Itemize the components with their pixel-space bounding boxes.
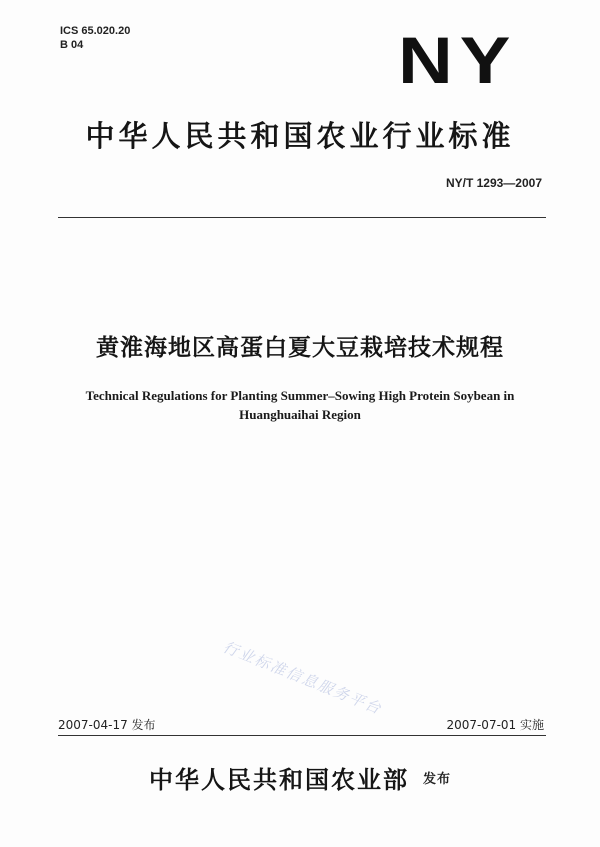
footer-divider: [58, 735, 546, 736]
issuer-name: 中华人民共和国农业部: [148, 766, 409, 794]
header-divider: [58, 217, 546, 218]
english-title-line-2: Huanghuaihai Region: [239, 407, 361, 422]
document-title-english: [40, 386, 560, 424]
issuer-action: 发布: [422, 772, 451, 787]
standard-category-title: 中华人民共和国农业行业标准: [85, 119, 515, 153]
ny-logo: NY: [398, 23, 518, 97]
english-title-line-1: Technical Regulations for Planting Summer–Sowing High Protein Soybean in: [85, 388, 515, 403]
watermark: 行业标准信息服务平台: [220, 637, 385, 719]
classification-codes: [60, 24, 130, 52]
ics-code: ICS 65.020.20: [60, 25, 131, 37]
implementation-date: 2007-07-01 实施: [446, 718, 544, 732]
issue-date: 2007-04-17 发布: [58, 718, 156, 732]
issuer-line: [0, 760, 600, 795]
document-title-chinese: 黄淮海地区高蛋白夏大豆栽培技术规程: [96, 335, 504, 361]
ccs-code: B 04: [60, 39, 84, 51]
standard-number: NY/T 1293—2007: [445, 176, 542, 190]
